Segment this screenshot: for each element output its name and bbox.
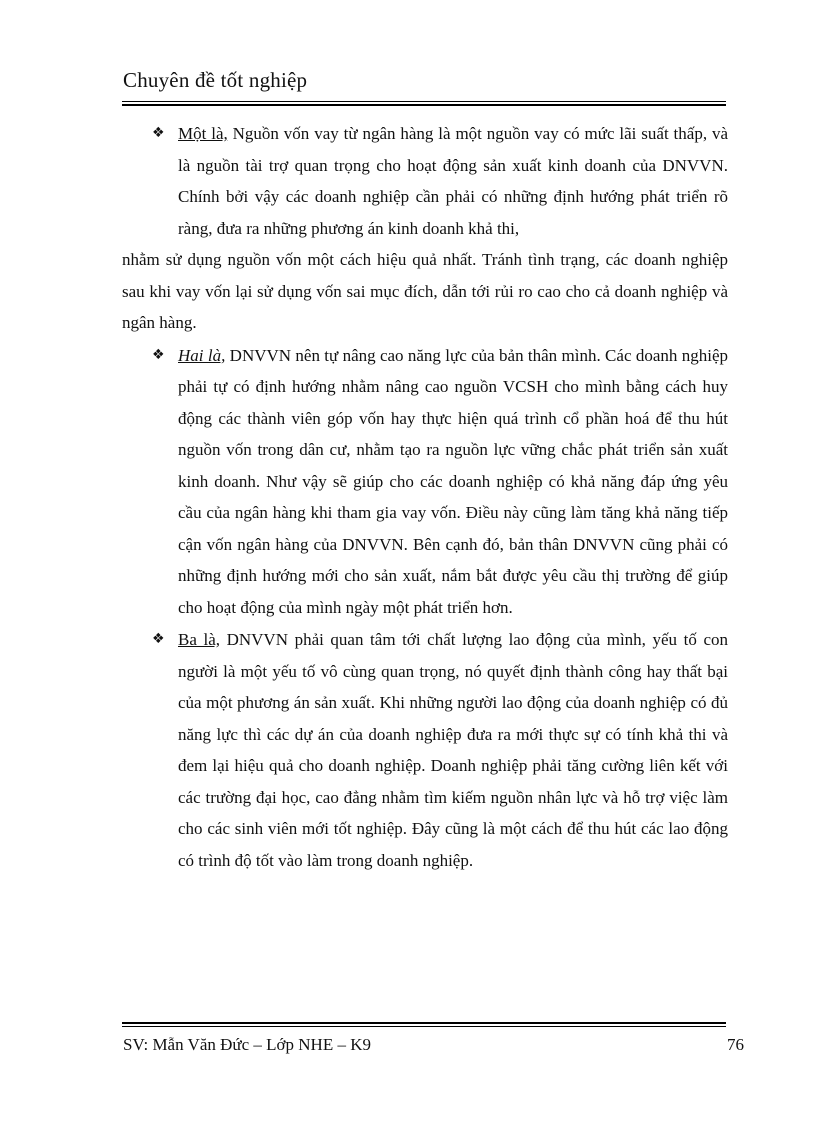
paragraph-2-lead: Hai là, <box>178 345 226 365</box>
header-rule-bottom <box>122 104 726 106</box>
paragraph-2-text: DNVVN nên tự nâng cao năng lực của bản thân mình. Các doanh nghiệp phải tự có định hướng nhằm nâng cao nguồn VCSH cho mình bằng cách huy động các thành viên góp vốn hay thực hiện quá trình cổ phần hoá để thu hút nguồn vốn trong dân cư, nhằm tạo ra nguồn lực vững chắc phát triển sản xuất kinh doanh. Như vậy sẽ giúp cho các doanh nghiệp có khả năng đáp ứng yêu cầu của ngân hàng khi tham gia vay vốn. Điều này cũng làm tăng khả năng tiếp cận vốn ngân hàng của DNVVN. Bên cạnh đó, bản thân DNVVN cũng phải có những định hướng mới cho sản xuất, nắm bắt được yêu cầu thị trường để giúp cho hoạt động của mình ngày một phát triển hơn. <box>178 345 728 617</box>
header-rule-top <box>122 101 726 102</box>
bullet-diamond-icon: ❖ <box>152 125 165 141</box>
paragraph-1-text: Nguồn vốn vay từ ngân hàng là một nguồn vay có mức lãi suất thấp, và là nguồn tài trợ quan trọng cho hoạt động sản xuất kinh doanh của DNVVN. Chính bởi vậy các doanh nghiệp cần phải có những định hướng phát triển rõ ràng, đưa ra những phương án kinh doanh khả thi, <box>178 124 729 238</box>
document-body <box>122 118 728 876</box>
bullet-diamond-icon: ❖ <box>152 631 165 647</box>
paragraph-1 <box>122 118 728 244</box>
paragraph-1-continuation <box>122 244 728 339</box>
paragraph-3 <box>122 624 728 876</box>
paragraph-3-text: DNVVN phải quan tâm tới chất lượng lao động của mình, yếu tố con người là một yếu tố vô cùng quan trọng, nó quyết định thành công hay thất bại của một phương án sản xuất. Khi những người lao động của doanh nghiệp có đủ năng lực thì các dự án của doanh nghiệp đưa ra mới thực sự có tính khả thi và đem lại hiệu quả cho doanh nghiệp. Doanh nghiệp phải tăng cường liên kết với các trường đại học, cao đẳng nhằm tìm kiếm nguồn nhân lực và hỗ trợ việc làm cho các sinh viên mới tốt nghiệp. Đây cũng là một cách để thu hút các lao động có trình độ tốt vào làm trong doanh nghiệp. <box>178 630 728 870</box>
page-header-title: Chuyên đề tốt nghiệp <box>123 68 308 92</box>
footer-rule-top <box>122 1022 726 1024</box>
paragraph-1-text-continued: nhằm sử dụng nguồn vốn một cách hiệu quả nhất. Tránh tình trạng, các doanh nghiệp sau khi vay vốn lại sử dụng vốn sai mục đích, dẫn tới rủi ro cao cho cả doanh nghiệp và ngân hàng. <box>122 250 728 332</box>
footer-author: SV: Mẫn Văn Đức – Lớp NHE – K9 <box>123 1035 371 1054</box>
page-number: 76 <box>727 1035 744 1054</box>
paragraph-2 <box>122 340 728 624</box>
footer-rule-bottom <box>122 1026 726 1027</box>
paragraph-1-lead: Một là, <box>178 124 228 143</box>
bullet-diamond-icon: ❖ <box>152 346 165 363</box>
paragraph-3-lead: Ba là, <box>178 630 220 649</box>
